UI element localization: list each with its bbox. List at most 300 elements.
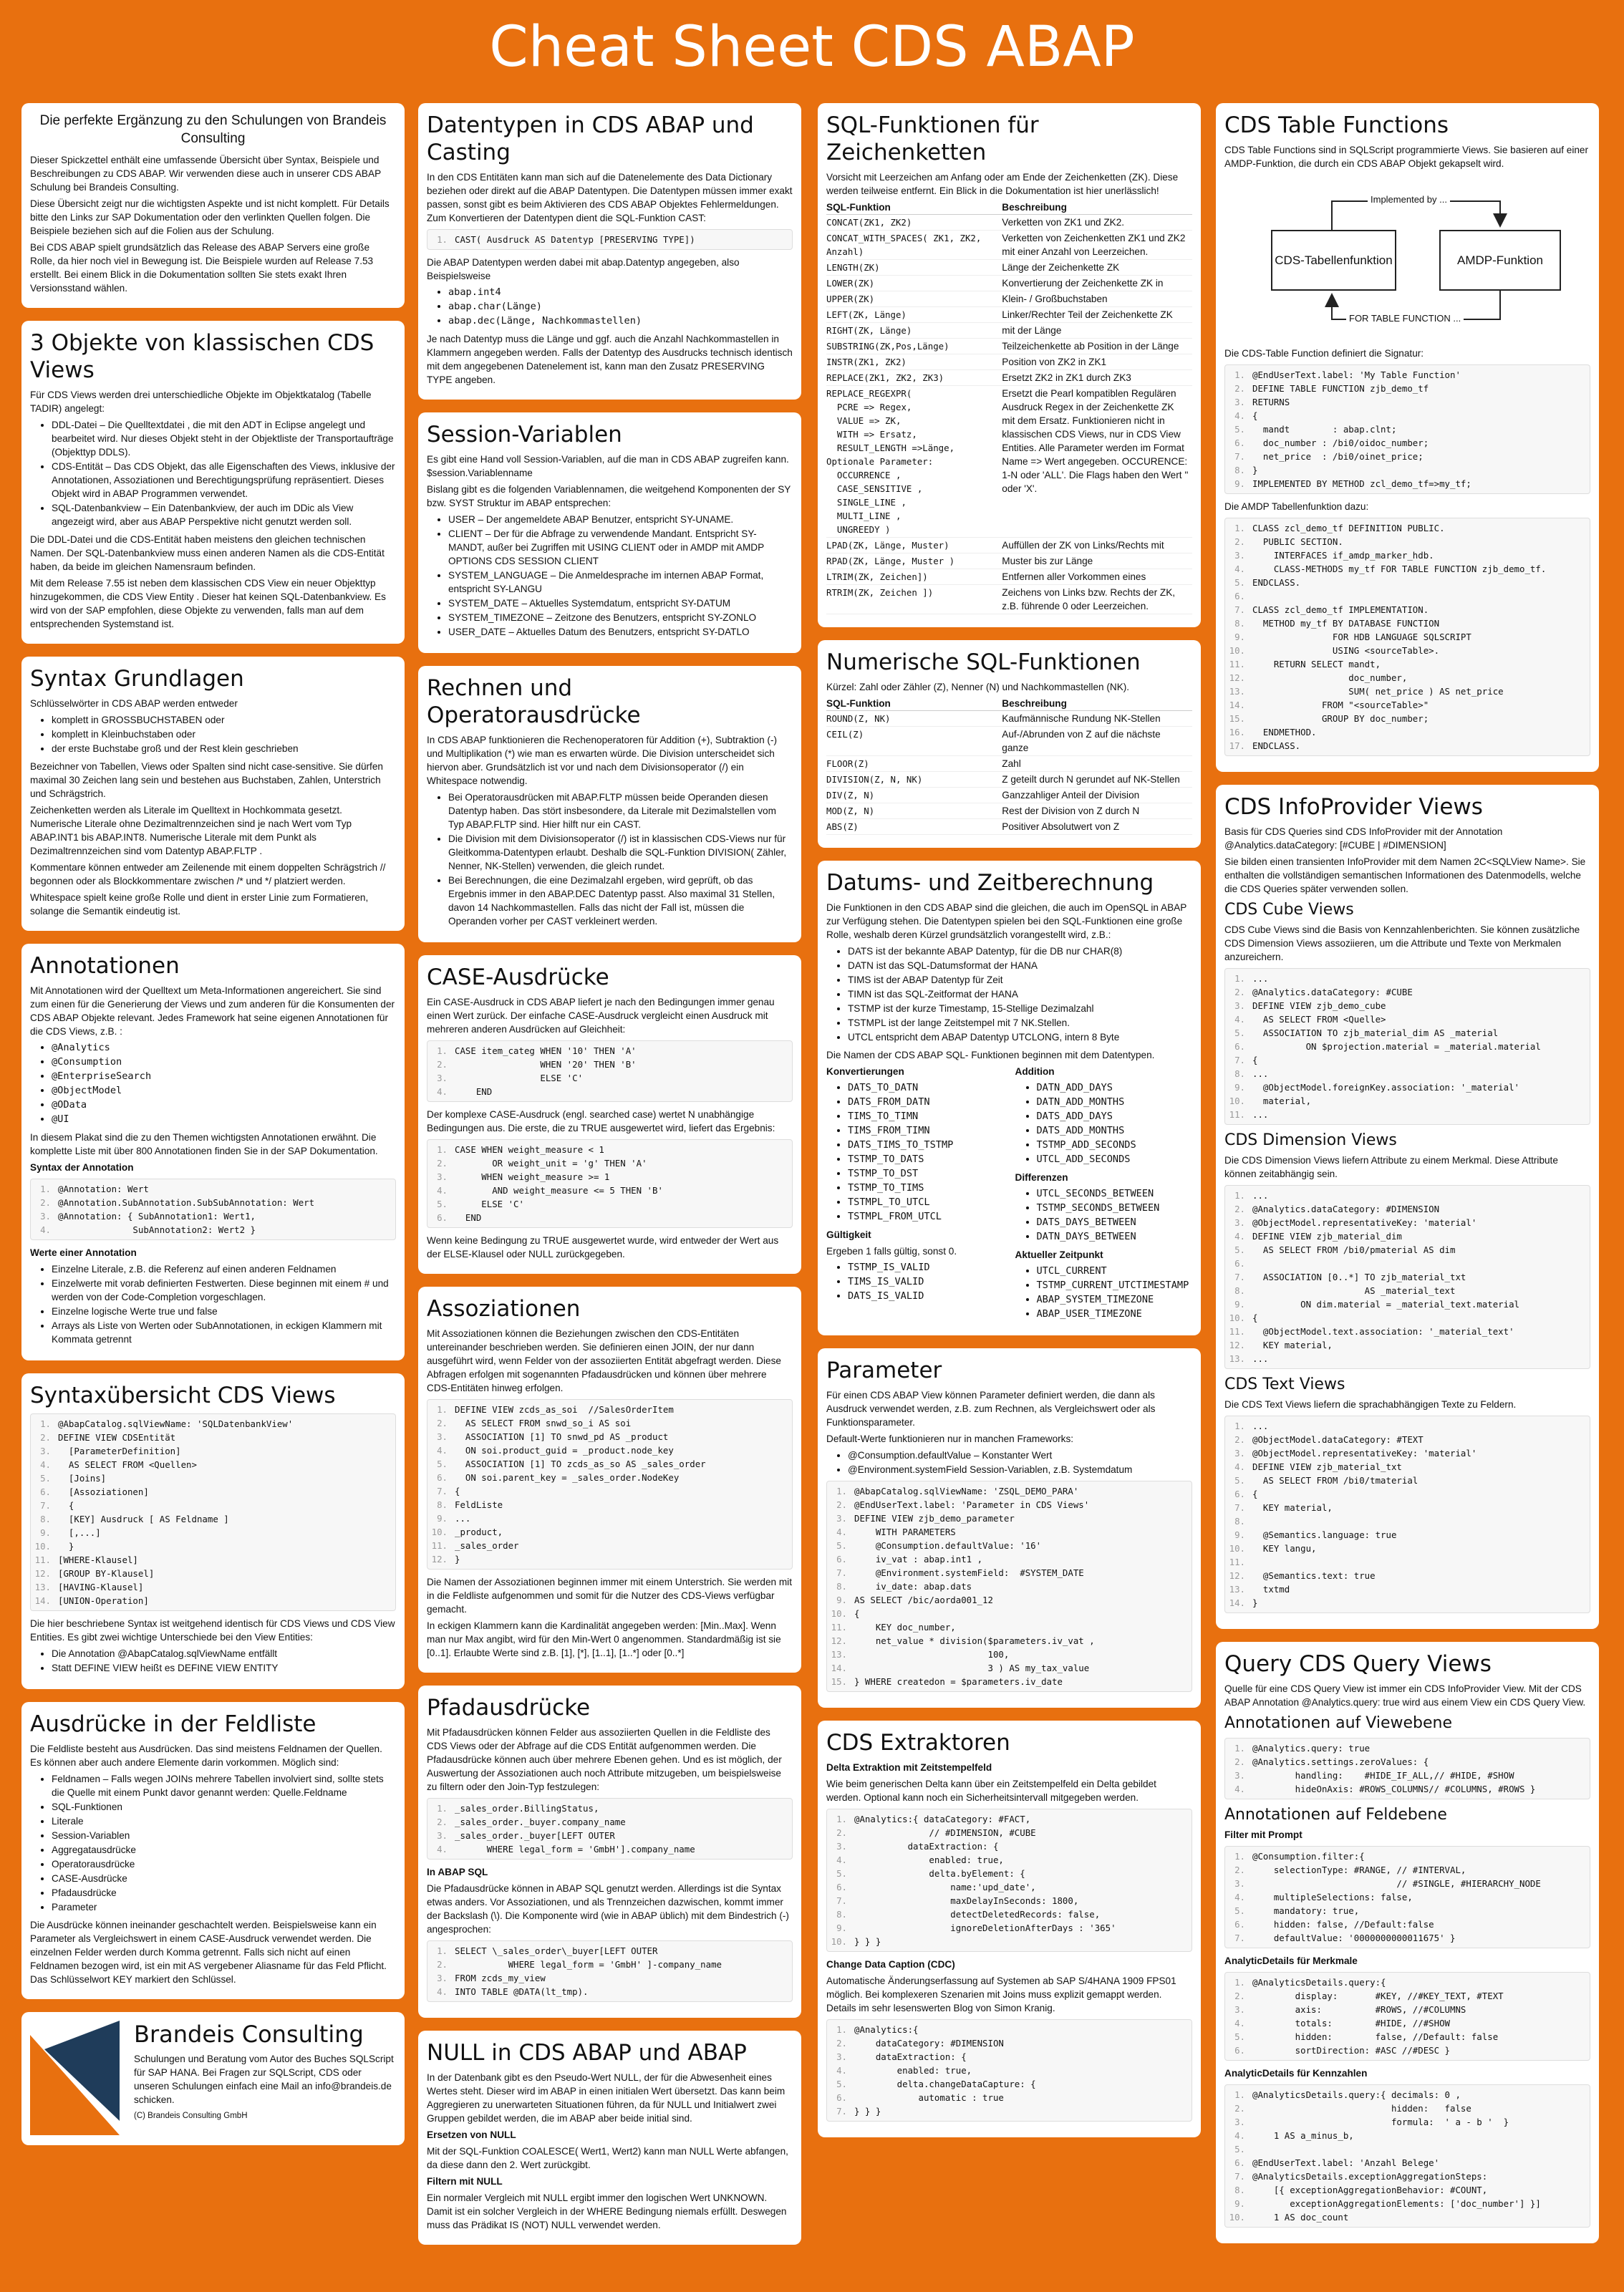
list-item: • TIMS_IS_VALID — [848, 1275, 1004, 1289]
case-p1: Ein CASE-Ausdruck in CDS ABAP liefert je nach den Bedingungen immer genau einen Wert zurück. Der einfache CASE-Ausdruck vergleicht einen Ausdruck mit mehreren anderen Ausdrücken auf Gleichheit: — [427, 997, 775, 1035]
code-text: ENDCLASS. — [1252, 740, 1301, 751]
code-text: IMPLEMENTED BY METHOD zcl_demo_tf=>my_tf; — [1252, 478, 1471, 489]
line-number: 5. — [1234, 1244, 1245, 1255]
rechnen-item: • Die Division mit dem Divisionsoperator (/) ist in klassischen CDS-Views nur für Gleitkomma-Datentypen erlaubt. Deshalb die SQL-Funktion DIVISION( Zähler, Nenner, NK-Stellen) verwenden, die gleich rundet. — [448, 832, 793, 873]
code-text: [ParameterDefinition] — [58, 1446, 181, 1456]
code-text: [Joins] — [58, 1473, 107, 1484]
line-number: 7. — [836, 2106, 847, 2117]
line-number: 7. — [836, 1567, 847, 1578]
code-line — [1225, 1284, 1590, 1297]
line-number: 13. — [34, 1582, 51, 1592]
code-line — [427, 1985, 792, 1998]
description-cell: Verketten von Zeichenketten ZK1 und ZK2 mit einer Anzahl von Leerzeichen. — [1002, 231, 1192, 260]
code-text: { — [1252, 1055, 1258, 1065]
line-number: 9. — [1234, 1299, 1245, 1310]
code-line — [427, 1498, 792, 1512]
code-line — [1225, 1080, 1590, 1094]
code-text: mandt : abap.clnt; — [1252, 424, 1397, 435]
assoz-code — [427, 1399, 793, 1570]
session-item: • SYSTEM_TIMEZONE – Zeitzone des Benutzers, entspricht SY-ZONLO — [448, 611, 793, 624]
list-item: • TIMN ist das SQL-Zeitformat der HANA — [848, 987, 1192, 1001]
sql-function-cell: RIGHT(ZK, Länge) — [826, 323, 1002, 339]
null-p3: Ein normaler Vergleich mit NULL ergibt immer den logischen Wert UNKNOWN. Damit ist ein solcher Vergleich in der WHERE Bedingung niemals erfüllt. Deswegen muss das Prädikat IS (NOT) NULL verwendet werden. — [427, 2192, 787, 2230]
code-line — [1225, 562, 1590, 576]
code-line — [827, 2036, 1192, 2050]
annotation-item: • @Consumption — [52, 1055, 396, 1069]
sql-function-cell: FLOOR(Z) — [826, 756, 1002, 772]
code-text: dataCategory: #DIMENSION — [854, 2038, 1004, 2049]
code-text: ignoreDeletionAfterDays : '365' — [854, 1923, 1116, 1933]
tablefn-p2: Die CDS-Table Function definiert die Signatur: — [1224, 348, 1424, 359]
code-text: multipleSelections: false, — [1252, 1892, 1413, 1902]
sql-function-cell: ABS(Z) — [826, 819, 1002, 835]
code-line — [1225, 644, 1590, 657]
code-text: WHEN '20' THEN 'B' — [455, 1059, 637, 1070]
sql-function-cell: RPAD(ZK, Länge, Muster ) — [826, 553, 1002, 569]
list-item: • DATS_ADD_DAYS — [1037, 1110, 1193, 1123]
syntax-lead: Schlüsselwörter in CDS ABAP werden entweder — [30, 698, 238, 709]
line-number: 6. — [1234, 1041, 1245, 1052]
code-text — [1252, 1514, 1590, 1528]
code-text: @Analytics.dataCategory: #DIMENSION — [1252, 1204, 1440, 1214]
line-number: 4. — [437, 1086, 448, 1097]
code-text: AS _material_text — [1252, 1285, 1456, 1296]
code-line — [31, 1182, 395, 1196]
line-number: 1. — [836, 2024, 847, 2035]
code-text: } — [58, 1541, 74, 1552]
session-item: • USER – Der angemeldete ABAP Benutzer, entspricht SY-UNAME. — [448, 513, 793, 526]
code-line — [31, 1417, 395, 1431]
table-row — [826, 370, 1192, 386]
sql-function-cell: DIV(Z, N) — [826, 788, 1002, 803]
list-item: • DATN_ADD_DAYS — [1037, 1081, 1193, 1095]
line-number: 7. — [1234, 1272, 1245, 1282]
code-line — [427, 1211, 792, 1224]
code-line — [1225, 1555, 1590, 1569]
line-number: 1. — [1234, 2089, 1245, 2100]
null-p1: In der Datenbank gibt es den Pseudo-Wert NULL, der für die Abwesenheit eines Wertes steht. Dieser wird im ABAP in einen initialen Wert übersetzt. Das kann beim Aggregieren zu unerwarteten Situationen führen, da für NULL und Initialwert zwei Gruppen gebildet werden, die im ABAP aber beide initial sind. — [427, 2072, 786, 2124]
line-number: 10. — [1229, 1096, 1245, 1106]
code-text: WITH PARAMETERS — [854, 1527, 956, 1537]
code-text: @Annotation: Wert — [58, 1184, 149, 1194]
brand-name: Brandeis Consulting — [134, 2021, 364, 2048]
line-number: 11. — [1229, 1326, 1245, 1337]
code-line — [427, 1829, 792, 1842]
code-line — [1225, 1931, 1590, 1945]
code-line — [1225, 671, 1590, 685]
akt-list — [1037, 1265, 1193, 1321]
line-number: 7. — [836, 1895, 847, 1906]
column-1 — [21, 103, 405, 2158]
syntax-p3: Kommentare können entweder am Zeilenende mit einem doppelten Schrägstrich // begonnen oder als Blockkommentare zwischen /* und */ platziert werden. — [30, 862, 386, 886]
line-number: 5. — [836, 2079, 847, 2089]
code-line — [1225, 685, 1590, 698]
code-text: INTO TABLE @DATA(lt_tmp). — [455, 1986, 589, 1997]
line-number: 3. — [437, 1073, 448, 1083]
code-line — [827, 1867, 1192, 1880]
line-number: 5. — [1234, 577, 1245, 588]
line-number: 1. — [437, 1144, 448, 1155]
code-line — [1225, 630, 1590, 644]
annotation-item: • @OData — [52, 1098, 396, 1112]
code-text: CLASS-METHODS my_tf FOR TABLE FUNCTION zjb_demo_tf. — [1252, 564, 1547, 574]
code-line — [1225, 2115, 1590, 2129]
description-cell: Auf-/Abrunden von Z auf die nächste ganze — [1002, 727, 1192, 756]
line-number: 8. — [1234, 1068, 1245, 1079]
column-header: SQL-Funktion — [826, 697, 1002, 711]
line-number: 11. — [34, 1554, 51, 1565]
code-line — [1225, 1863, 1590, 1877]
ausdruck-item: • Literale — [52, 1814, 396, 1828]
line-number: 3. — [1234, 1217, 1245, 1228]
line-number: 8. — [1234, 618, 1245, 629]
line-number: 12. — [1229, 1340, 1245, 1350]
code-text: { — [1252, 1312, 1258, 1323]
line-number: 1. — [437, 1803, 448, 1814]
line-number: 5. — [40, 1473, 51, 1484]
pfad-abap-code — [427, 1940, 793, 2002]
syntax-p2: Zeichenketten werden als Literale im Quelltext in Hochkommata gesetzt. Numerische Literale ohne Dezimaltrennzeichen sind je nach Wert vom Typ ABAP.INT1 bis ABAP.INT8. Numerische Literale mit dem Punkt als Dezimaltrennzeichen sind vom Datentyp ABAP.FLTP . — [30, 805, 352, 856]
code-line — [427, 1071, 792, 1085]
brand-text: Schulungen und Beratung vom Autor des Buches SQLScript für SAP HANA. Bei Fragen zur SQLScript, CDS oder unseren Schulungen einfach eine Mail an info@brandeis.de schicken. — [134, 2054, 394, 2105]
code-line — [827, 1525, 1192, 1539]
infoprov-card — [1216, 785, 1599, 1629]
ausdruecke-list — [52, 1772, 396, 1914]
list-item: • @Consumption.defaultValue – Konstanter Wert — [848, 1449, 1192, 1462]
sql-function-cell: CEIL(Z) — [826, 727, 1002, 756]
code-line — [827, 1935, 1192, 1948]
code-text: defaultValue: '0000000000011675' } — [1252, 1933, 1456, 1943]
code-text: doc_number : /bi0/oidoc_number; — [1252, 437, 1429, 448]
description-cell: mit der Länge — [1002, 323, 1192, 339]
code-text: ON soi.parent_key = _sales_order.NodeKey — [455, 1472, 680, 1483]
code-line — [827, 1552, 1192, 1566]
code-line — [1225, 1542, 1590, 1555]
code-line — [1225, 1067, 1590, 1080]
code-text: ON soi.product_guid = _product.node_key — [455, 1445, 674, 1456]
line-number: 6. — [437, 1212, 448, 1223]
sql-function-cell: LPAD(ZK, Länge, Muster) — [826, 538, 1002, 553]
line-number: 4. — [1234, 1231, 1245, 1242]
code-line — [1225, 2129, 1590, 2142]
list-item: • DATS_IS_VALID — [848, 1290, 1004, 1303]
annotation-value-item: • Einzelne Literale, z.B. die Referenz auf einen anderen Feldnamen — [52, 1262, 396, 1276]
line-number: 4. — [437, 1185, 448, 1196]
code-line — [1225, 2197, 1590, 2210]
rechnen-card — [418, 666, 801, 942]
null-card — [418, 2031, 801, 2245]
line-number: 3. — [1234, 1448, 1245, 1459]
ausdruck-item: • Aggregatausdrücke — [52, 1843, 396, 1857]
code-line — [827, 1566, 1192, 1580]
code-text: SubAnnotation2: Wert2 } — [58, 1224, 256, 1235]
table-row — [826, 727, 1192, 756]
table-row — [826, 291, 1192, 307]
line-number: 4. — [1234, 1892, 1245, 1902]
list-item: • TSTMPL_FROM_UTCL — [848, 1210, 1004, 1224]
code-line — [427, 1512, 792, 1525]
code-line — [31, 1553, 395, 1567]
code-line — [1225, 395, 1590, 409]
sql-function-cell: CONCAT_WITH_SPACES( ZK1, ZK2, Anzahl) — [826, 231, 1002, 260]
code-line — [827, 1512, 1192, 1525]
code-text: enabled: true, — [854, 2065, 972, 2076]
query-sub2: Annotationen auf Feldebene — [1224, 1806, 1447, 1824]
line-number: 7. — [1234, 2171, 1245, 2182]
annotation-item: • @ObjectModel — [52, 1084, 396, 1098]
line-number: 10. — [1229, 645, 1245, 656]
list-item: • DATS_ADD_MONTHS — [1037, 1124, 1193, 1138]
line-number: 13. — [831, 1649, 847, 1660]
line-number: 3. — [1234, 1770, 1245, 1781]
code-line — [31, 1471, 395, 1485]
list-item: • @Environment.systemField Session-Variablen, z.B. Systemdatum — [848, 1463, 1192, 1476]
null-sub2: Filtern mit NULL — [427, 2176, 503, 2187]
code-text: dataExtraction: { — [854, 2051, 967, 2062]
syntaxuebersicht-list — [52, 1647, 396, 1675]
sql-function-cell: LTRIM(ZK, Zeichen]) — [826, 569, 1002, 585]
line-number: 3. — [437, 1431, 448, 1442]
code-text: } WHERE createdon = $parameters.iv_date — [854, 1676, 1063, 1687]
line-number: 9. — [40, 1527, 51, 1538]
code-text: [Assoziationen] — [58, 1486, 149, 1497]
line-number: 2. — [437, 1959, 448, 1970]
code-line — [827, 1921, 1192, 1935]
code-text: CASE item_categ WHEN '10' THEN 'A' — [455, 1045, 637, 1056]
line-number: 10. — [1229, 2212, 1245, 2223]
case-title: CASE-Ausdrücke — [427, 964, 609, 990]
ausdruck-item: • Session-Variablen — [52, 1829, 396, 1842]
numsql-table — [826, 697, 1192, 835]
code-text: @EndUserText.label: 'My Table Function' — [1252, 369, 1461, 380]
list-item: • TSTMP_TO_DST — [848, 1167, 1004, 1181]
code-line — [31, 1539, 395, 1553]
code-text: @Analytics.query: true — [1252, 1743, 1371, 1754]
code-line — [427, 1184, 792, 1197]
pfad-code — [427, 1798, 793, 1860]
line-number: 6. — [836, 2092, 847, 2103]
code-text: [HAVING-Klausel] — [58, 1582, 144, 1592]
code-text: dataExtraction: { — [854, 1841, 999, 1852]
line-number: 4. — [40, 1224, 51, 1235]
line-number: 3. — [1234, 1878, 1245, 1889]
code-text: WHERE legal_form = 'GmbH'].company_name — [455, 1844, 695, 1855]
line-number: 3. — [836, 1513, 847, 1524]
ausdruck-item: • Parameter — [52, 1900, 396, 1914]
code-line — [1225, 657, 1590, 671]
line-number: 2. — [1234, 987, 1245, 997]
code-text: @Analytics:{ dataCategory: #FACT, — [854, 1814, 1031, 1824]
list-item: • TSTMPL_TO_UTCL — [848, 1196, 1004, 1209]
code-text: ... — [1252, 1190, 1269, 1201]
code-text — [1252, 1555, 1590, 1569]
code-text: _sales_order._buyer[LEFT OUTER — [455, 1830, 615, 1841]
code-text: PUBLIC SECTION. — [1252, 536, 1343, 547]
line-number: 1. — [40, 1184, 51, 1194]
line-number: 1. — [1234, 1421, 1245, 1431]
code-line — [427, 1958, 792, 1971]
line-number: 10. — [1229, 1543, 1245, 1554]
infoprov-title: CDS InfoProvider Views — [1224, 794, 1483, 820]
code-text: DEFINE VIEW CDSEntität — [58, 1432, 176, 1443]
line-number: 13. — [1229, 1353, 1245, 1364]
line-number: 8. — [836, 1581, 847, 1592]
code-line — [1225, 2210, 1590, 2224]
description-cell: Klein- / Großbuchstaben — [1002, 291, 1192, 307]
syntax-p4: Whitespace spielt keine große Rolle und dient in erster Linie zum Formatieren, solange die Semantik eindeutig ist. — [30, 892, 369, 917]
datentypen-card — [418, 103, 801, 400]
line-number: 2. — [1234, 2103, 1245, 2114]
cube-code — [1224, 968, 1590, 1125]
code-text: FeldListe — [455, 1499, 503, 1510]
line-number: 10. — [1229, 1312, 1245, 1323]
code-text: maxDelayInSeconds: 1800, — [854, 1895, 1079, 1906]
table-row — [826, 711, 1192, 727]
line-number: 4. — [1234, 564, 1245, 574]
line-number: 7. — [1234, 1055, 1245, 1065]
code-text: @ObjectModel.representativeKey: 'material' — [1252, 1217, 1477, 1228]
code-text: } — [1252, 465, 1258, 475]
code-line — [427, 1058, 792, 1071]
table-row — [826, 323, 1192, 339]
code-text — [1252, 2142, 1590, 2156]
code-line — [1225, 1474, 1590, 1487]
code-text: } } } — [854, 1936, 881, 1947]
table-row — [826, 386, 1192, 538]
line-number: 9. — [1234, 478, 1245, 489]
code-line — [827, 1593, 1192, 1607]
code-text: selectionType: #RANGE, // #INTERVAL, — [1252, 1865, 1466, 1875]
query-merkmale-code — [1224, 1972, 1590, 2061]
code-text: AS SELECT FROM /bi0/tmaterial — [1252, 1475, 1418, 1486]
code-text: CAST( Ausdruck AS Datentyp [PRESERVING TYPE]) — [455, 234, 695, 245]
annotationen-sub2: Werte einer Annotation — [30, 1247, 137, 1258]
code-text: enabled: true, — [854, 1855, 1004, 1865]
code-text: axis: #ROWS, //#COLUMNS — [1252, 2004, 1466, 2015]
code-line — [827, 1607, 1192, 1620]
code-text: @Semantics.language: true — [1252, 1529, 1397, 1540]
code-line — [827, 1661, 1192, 1675]
code-line — [1225, 1189, 1590, 1202]
code-text: display: #KEY, //#KEY_TEXT, #TEXT — [1252, 1991, 1504, 2001]
code-text: 100, — [854, 1649, 1010, 1660]
akt-title: Aktueller Zeitpunkt — [1015, 1249, 1103, 1260]
line-number: 2. — [40, 1197, 51, 1208]
line-number: 3. — [1234, 1000, 1245, 1011]
code-line — [827, 1839, 1192, 1853]
line-number: 4. — [40, 1459, 51, 1470]
table-row — [826, 772, 1192, 788]
code-line — [1225, 1040, 1590, 1053]
syntaxuebersicht-code — [30, 1413, 396, 1611]
code-text: _sales_order._buyer.company_name — [455, 1817, 626, 1827]
line-number: 11. — [831, 1622, 847, 1633]
list-item: • TSTMP_CURRENT_UTCTIMESTAMP — [1037, 1279, 1193, 1292]
code-line — [31, 1499, 395, 1512]
infoprov-p2: Sie bilden einen transienten InfoProvider mit dem Namen 2C<SQLView Name>. Sie enthalten die vollständigen semantischen Informationen des Datenmodells, welche die CDS Queries später verwenden sollen. — [1224, 856, 1586, 894]
line-number: 9. — [836, 1595, 847, 1605]
ausdruecke-title: Ausdrücke in der Feldliste — [30, 1711, 316, 1737]
line-number: 5. — [1234, 2144, 1245, 2155]
description-cell: Entfernen aller Vorkommen eines — [1002, 569, 1192, 585]
line-number: 10. — [831, 1608, 847, 1619]
code-text — [1252, 589, 1590, 603]
code-line — [827, 1826, 1192, 1839]
line-number: 6. — [1234, 1919, 1245, 1930]
code-text: ASSOCIATION [1] TO zcds_as_so AS _sales_order — [455, 1459, 706, 1469]
syntax-card — [21, 657, 405, 931]
code-line — [1225, 2030, 1590, 2044]
table-row — [826, 354, 1192, 370]
line-number: 4. — [1234, 1014, 1245, 1025]
cast-code — [427, 229, 793, 250]
line-number: 4. — [1234, 1784, 1245, 1794]
code-line — [1225, 1460, 1590, 1474]
line-number: 4. — [1234, 410, 1245, 421]
code-text: { — [854, 1608, 860, 1619]
code-line — [427, 1815, 792, 1829]
syntaxuebersicht-card — [21, 1373, 405, 1689]
ausdruck-item: • Operatorausdrücke — [52, 1857, 396, 1871]
code-line — [1225, 2142, 1590, 2156]
code-text: RETURNS — [1252, 397, 1290, 407]
syntaxuebersicht-item: • Die Annotation @AbapCatalog.sqlViewName entfällt — [52, 1647, 396, 1660]
text-code — [1224, 1416, 1590, 1613]
code-line — [1225, 972, 1590, 985]
code-line — [827, 1620, 1192, 1634]
table-header-row — [826, 200, 1192, 215]
line-number: 14. — [1229, 700, 1245, 710]
list-item: • DATS_FROM_DATN — [848, 1096, 1004, 1109]
code-text: DEFINE VIEW zjb_demo_cube — [1252, 1000, 1386, 1011]
syntaxuebersicht-item: • Statt DEFINE VIEW heißt es DEFINE VIEW ENTITY — [52, 1661, 396, 1675]
line-number: 3. — [1234, 550, 1245, 561]
query-p1: Quelle für eine CDS Query View ist immer ein CDS InfoProvider View. Mit der CDS ABAP Annotation @Analytics.query: true wird aus einem View ein CDS Query View. — [1224, 1683, 1586, 1708]
code-text: @Annotation.SubAnnotation.SubSubAnnotation: Wert — [58, 1197, 315, 1208]
code-line — [1225, 1026, 1590, 1040]
code-text: ASSOCIATION [1] TO snwd_pd AS _product — [455, 1431, 669, 1442]
table-row — [826, 569, 1192, 585]
column-header: SQL-Funktion — [826, 200, 1002, 215]
code-line — [1225, 1216, 1590, 1229]
datentypen-p3: Je nach Datentyp muss die Länge und ggf. auch die Anzahl Nachkommastellen in Klammern angegeben werden. Falls der Datentyp des Ausdrucks technisch identisch mit dem angegebenen Datenelement ist, kann man den Zusatz PRESERVING TYPE angeben. — [427, 334, 793, 385]
sql-function-cell: ROUND(Z, NK) — [826, 711, 1002, 727]
code-line — [1225, 463, 1590, 477]
code-line — [827, 1498, 1192, 1512]
sql-function-cell: LEFT(ZK, Länge) — [826, 307, 1002, 323]
brandeis-logo-icon — [30, 2021, 120, 2135]
list-item: • TSTMP_IS_VALID — [848, 1261, 1004, 1275]
case-simple-code — [427, 1040, 793, 1102]
code-line — [827, 1539, 1192, 1552]
code-line — [1225, 2044, 1590, 2057]
sqlzk-card — [818, 103, 1201, 627]
code-line — [1225, 1782, 1590, 1796]
code-text: _product, — [455, 1527, 503, 1537]
intro-title: Die perfekte Ergänzung zu den Schulungen von Brandeis Consulting — [39, 113, 387, 146]
implemented-by-label: Implemented by ... — [1368, 194, 1450, 205]
line-number: 3. — [437, 1171, 448, 1182]
code-line — [427, 1416, 792, 1430]
code-text: } — [1252, 1597, 1258, 1608]
code-text: // #DIMENSION, #CUBE — [854, 1827, 1036, 1838]
line-number: 1. — [437, 1945, 448, 1956]
line-number: 4. — [836, 1527, 847, 1537]
cube-views-title: CDS Cube Views — [1224, 901, 1354, 919]
code-line — [31, 1485, 395, 1499]
tablefn-cds-code — [1224, 364, 1590, 494]
query-card — [1216, 1642, 1599, 2243]
